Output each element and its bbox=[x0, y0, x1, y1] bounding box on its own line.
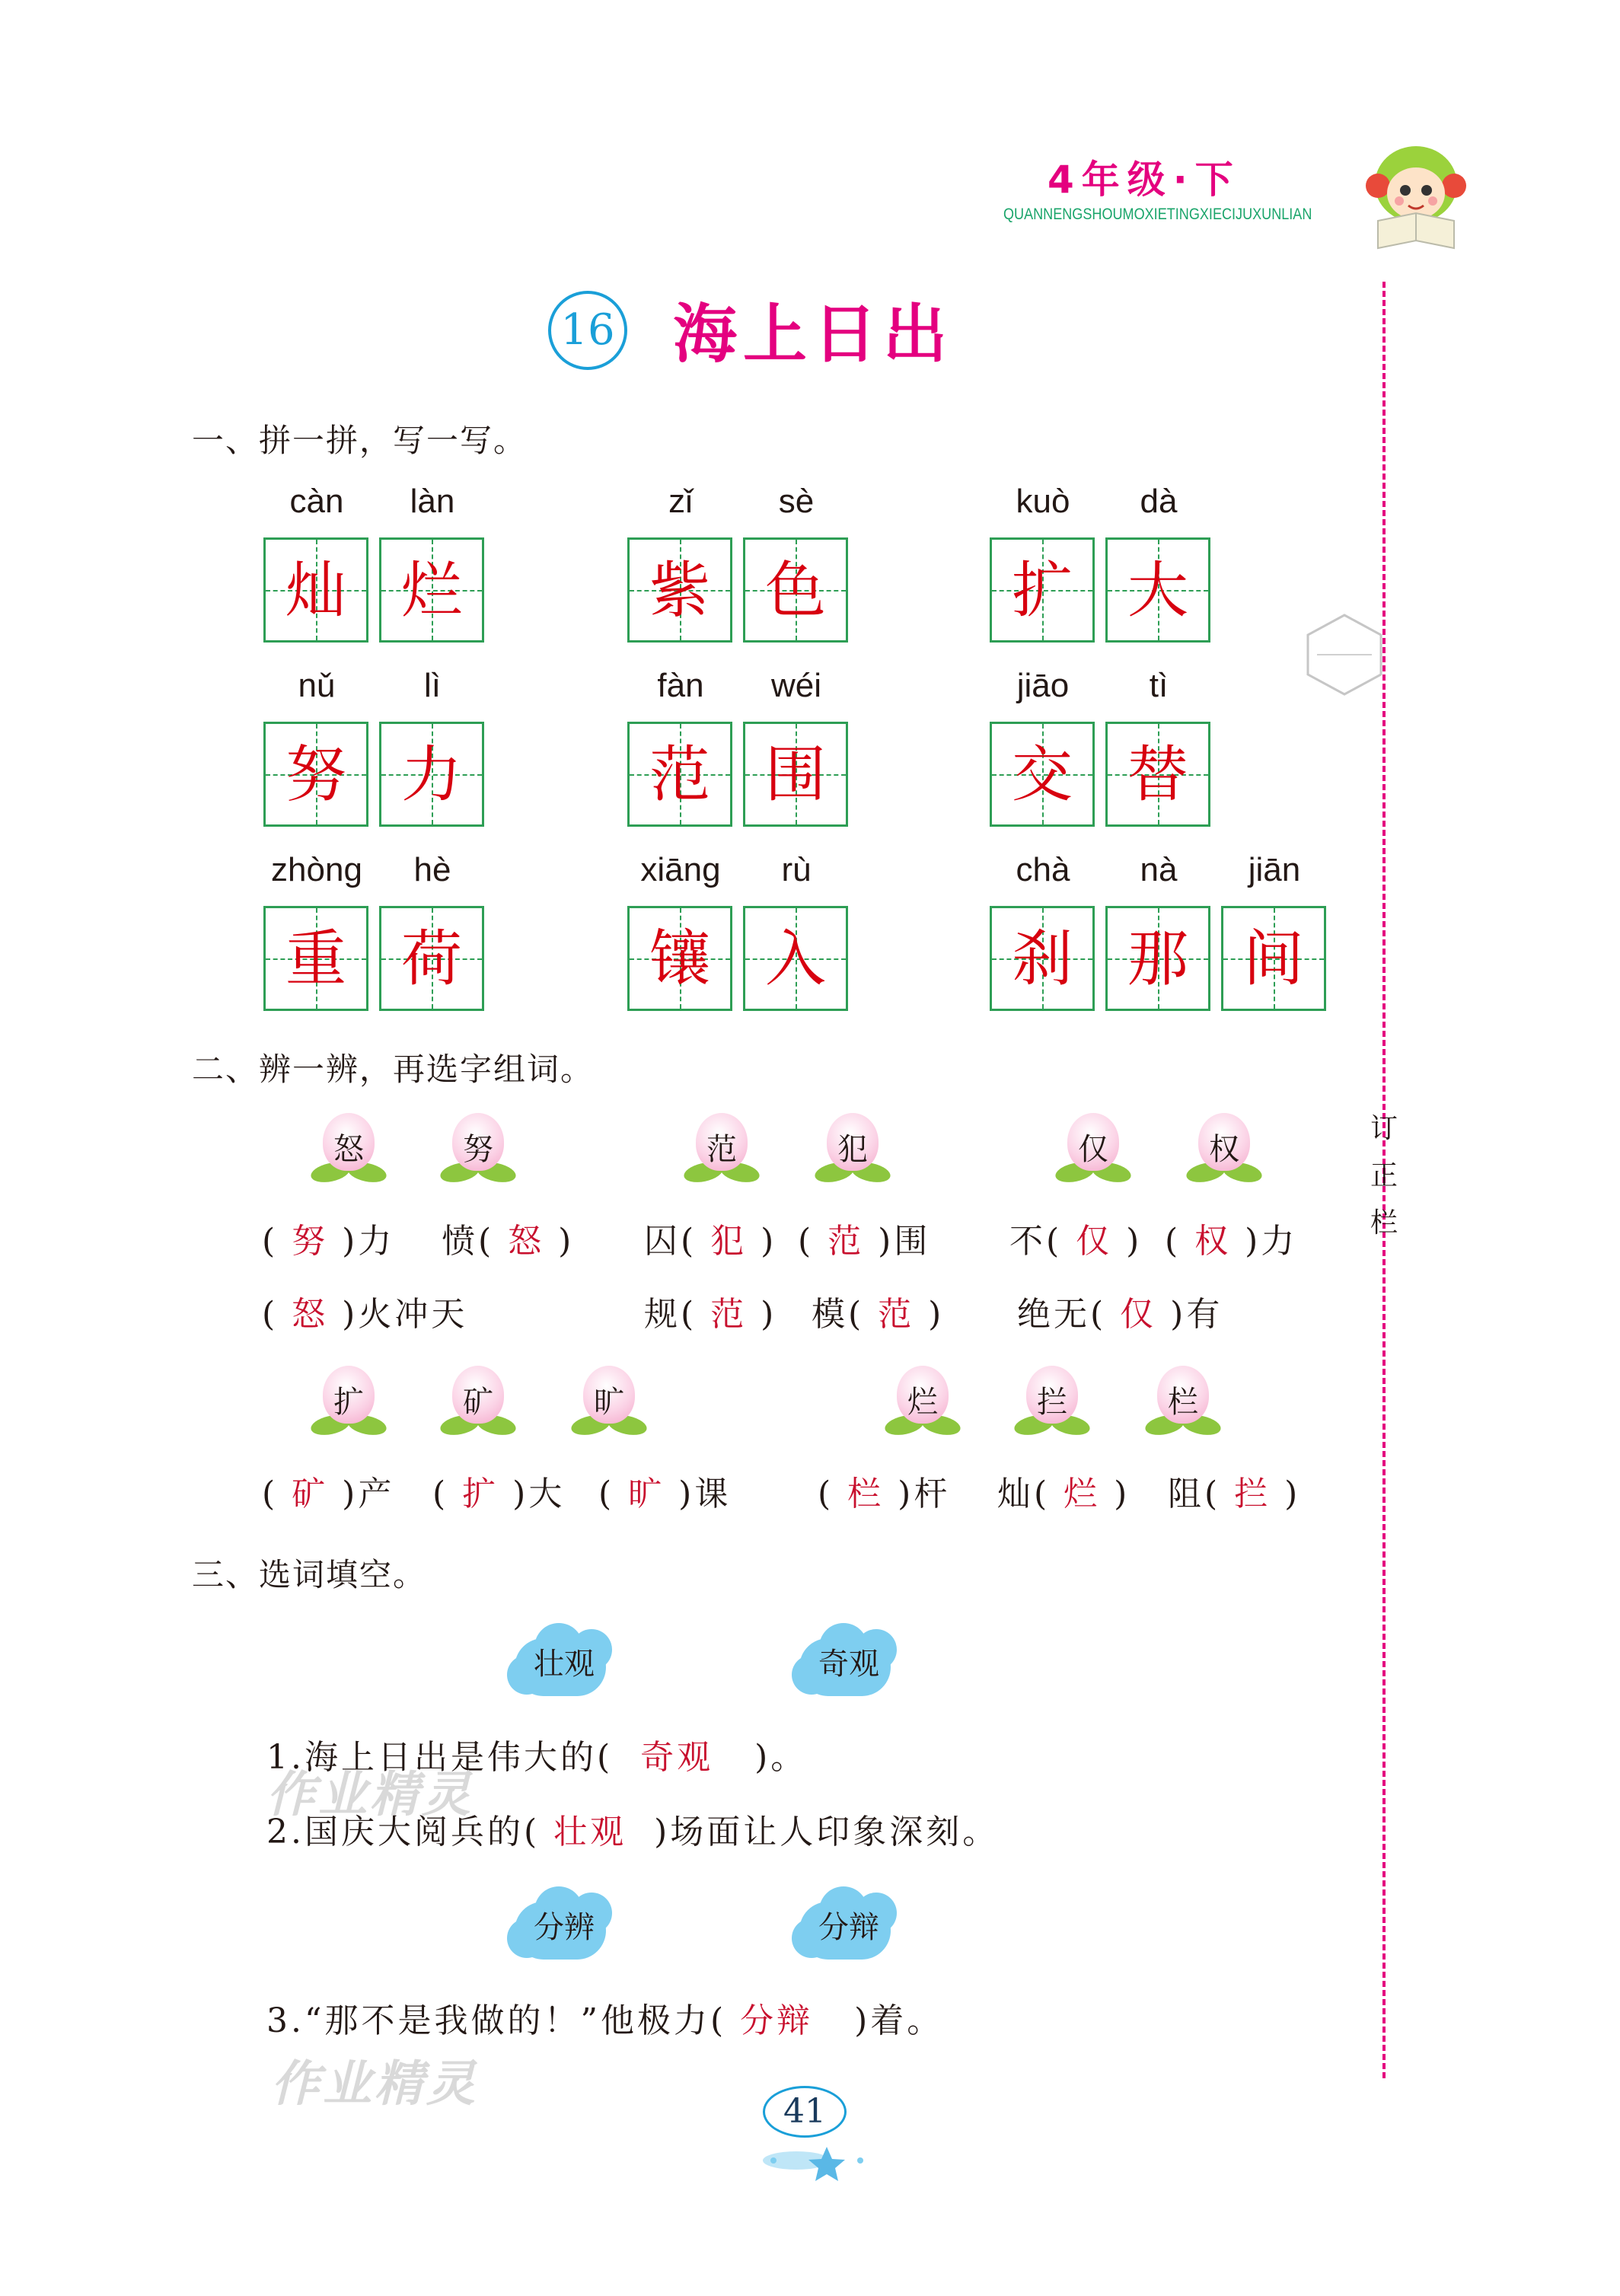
answer-text[interactable]: 扩 bbox=[462, 1475, 499, 1513]
answer-character: 荷 bbox=[401, 923, 462, 994]
answer-text[interactable]: 范 bbox=[828, 1222, 865, 1261]
pinyin-label: tì bbox=[1149, 667, 1169, 704]
fill-blank-item: 囚( 犯 ) bbox=[644, 1222, 777, 1261]
answer-character: 刹 bbox=[1012, 923, 1073, 994]
pinyin-label: nǔ bbox=[298, 667, 336, 704]
writing-box[interactable] bbox=[743, 722, 848, 827]
pinyin-label: làn bbox=[410, 483, 455, 520]
watermark-text: 作业精灵 bbox=[266, 1767, 474, 1823]
pinyin-label: chà bbox=[1016, 851, 1070, 888]
watermark-text: 作业精灵 bbox=[271, 2056, 478, 2113]
section-heading: 三、选词填空。 bbox=[192, 1556, 427, 1593]
fill-blank-item: 阻( 拦 ) bbox=[1168, 1475, 1301, 1513]
answer-character: 重 bbox=[285, 923, 346, 994]
answer-text[interactable]: 矿 bbox=[292, 1475, 329, 1513]
answer-character: 入 bbox=[765, 923, 826, 994]
page-number: 41 bbox=[763, 2086, 847, 2138]
peach-option: 烂 bbox=[879, 1366, 967, 1442]
pinyin-label: nà bbox=[1140, 851, 1178, 888]
word-cloud-option: 分辨 bbox=[507, 1880, 621, 1964]
writing-box[interactable] bbox=[263, 722, 368, 827]
peach-option: 扩 bbox=[305, 1366, 393, 1442]
writing-box[interactable] bbox=[627, 537, 732, 643]
answer-character: 那 bbox=[1127, 923, 1188, 994]
peach-option: 仅 bbox=[1049, 1113, 1137, 1189]
answer-text[interactable]: 分辩 bbox=[740, 2001, 814, 2040]
fill-blank-item: 规( 范 ) bbox=[644, 1295, 777, 1334]
fill-blank-item: ( 怒 )火冲天 bbox=[262, 1295, 468, 1334]
fill-blank-item: 灿( 烂 ) bbox=[997, 1475, 1130, 1513]
writing-box[interactable] bbox=[263, 537, 368, 643]
answer-text[interactable]: 仅 bbox=[1120, 1295, 1157, 1334]
peach-option: 努 bbox=[434, 1113, 522, 1189]
peach-option: 犯 bbox=[808, 1113, 897, 1189]
writing-box[interactable] bbox=[743, 537, 848, 643]
writing-box[interactable] bbox=[379, 906, 484, 1011]
fill-blank-item: ( 努 )力 bbox=[262, 1222, 395, 1261]
pinyin-label: rù bbox=[781, 851, 812, 888]
question-2: 2.国庆大阅兵的( 壮观 )场面让人印象深刻。 bbox=[266, 1813, 1000, 1851]
word-cloud-option: 分辩 bbox=[792, 1880, 906, 1964]
lesson-title: 海上日出 bbox=[673, 297, 954, 372]
writing-box[interactable] bbox=[627, 722, 732, 827]
answer-text[interactable]: 旷 bbox=[628, 1475, 665, 1513]
writing-box[interactable] bbox=[627, 906, 732, 1011]
pinyin-label: zǐ bbox=[668, 483, 693, 520]
lesson-number: 16 bbox=[548, 291, 627, 370]
answer-text[interactable]: 权 bbox=[1194, 1222, 1232, 1261]
answer-text[interactable]: 拦 bbox=[1234, 1475, 1271, 1513]
question-1: 1.海上日出是伟大的( 奇观 )。 bbox=[266, 1738, 808, 1777]
fill-blank-item: 不( 仅 ) bbox=[1009, 1222, 1143, 1261]
answer-text[interactable]: 壮观 bbox=[553, 1813, 627, 1851]
answer-character: 范 bbox=[649, 739, 710, 810]
answer-text[interactable]: 努 bbox=[292, 1222, 329, 1261]
fill-blank-item: ( 矿 )产 bbox=[262, 1475, 395, 1513]
writing-box[interactable] bbox=[990, 537, 1095, 643]
answer-character: 大 bbox=[1127, 555, 1188, 626]
word-cloud-option: 壮观 bbox=[507, 1617, 621, 1701]
peach-option: 怒 bbox=[305, 1113, 393, 1189]
section-heading: 二、辨一辨，再选字组词。 bbox=[192, 1051, 595, 1088]
fill-blank-item: ( 范 )围 bbox=[798, 1222, 931, 1261]
answer-character: 色 bbox=[765, 555, 826, 626]
writing-box[interactable] bbox=[1221, 906, 1326, 1011]
pinyin-label: zhòng bbox=[271, 851, 362, 888]
peach-option: 矿 bbox=[434, 1366, 522, 1442]
answer-text[interactable]: 奇观 bbox=[640, 1738, 714, 1777]
answer-text[interactable]: 范 bbox=[710, 1295, 748, 1334]
pinyin-label: sè bbox=[778, 483, 815, 520]
answer-character: 灿 bbox=[285, 555, 346, 626]
peach-option: 权 bbox=[1180, 1113, 1268, 1189]
answer-character: 力 bbox=[401, 739, 462, 810]
fill-blank-item: 模( 范 ) bbox=[812, 1295, 945, 1334]
mascot-reading-icon bbox=[1363, 137, 1469, 250]
answer-text[interactable]: 范 bbox=[878, 1295, 915, 1334]
answer-text[interactable]: 犯 bbox=[710, 1222, 748, 1261]
correction-column-label: 订 正 栏 bbox=[1370, 1113, 1398, 1239]
peach-option: 旷 bbox=[565, 1366, 653, 1442]
writing-box[interactable] bbox=[379, 537, 484, 643]
pinyin-label: fàn bbox=[657, 667, 704, 704]
answer-character: 交 bbox=[1012, 739, 1073, 810]
answer-text[interactable]: 仅 bbox=[1076, 1222, 1113, 1261]
answer-text[interactable]: 栏 bbox=[847, 1475, 885, 1513]
pinyin-label: kuò bbox=[1016, 483, 1070, 520]
peach-option: 范 bbox=[678, 1113, 766, 1189]
answer-text[interactable]: 怒 bbox=[508, 1222, 545, 1261]
writing-box[interactable] bbox=[1105, 906, 1210, 1011]
answer-text[interactable]: 怒 bbox=[292, 1295, 329, 1334]
writing-box[interactable] bbox=[263, 906, 368, 1011]
pinyin-label: càn bbox=[289, 483, 344, 520]
answer-character: 围 bbox=[765, 739, 826, 810]
pinyin-label: xiāng bbox=[640, 851, 721, 888]
fill-blank-item: ( 栏 )杆 bbox=[818, 1475, 951, 1513]
writing-box[interactable] bbox=[379, 722, 484, 827]
fill-blank-item: ( 扩 )大 bbox=[432, 1475, 566, 1513]
writing-box[interactable] bbox=[1105, 537, 1210, 643]
question-3: 3.“那不是我做的！”他极力( 分辩 )着。 bbox=[266, 2001, 944, 2040]
fill-blank-item: ( 旷 )课 bbox=[598, 1475, 732, 1513]
pinyin-label: hè bbox=[413, 851, 451, 888]
word-cloud-option: 奇观 bbox=[792, 1617, 906, 1701]
stamp-icon bbox=[1299, 609, 1390, 700]
grade-label: 4年级·下 bbox=[1048, 158, 1241, 202]
section-heading: 一、拼一拼，写一写。 bbox=[192, 422, 528, 459]
answer-character: 替 bbox=[1127, 739, 1188, 810]
answer-character: 烂 bbox=[401, 555, 462, 626]
star-decoration-icon bbox=[754, 2141, 875, 2194]
answer-character: 扩 bbox=[1012, 555, 1073, 626]
fill-blank-item: 愤( 怒 ) bbox=[442, 1222, 575, 1261]
answer-character: 间 bbox=[1243, 923, 1304, 994]
pinyin-label: lì bbox=[424, 667, 441, 704]
writing-box[interactable] bbox=[990, 906, 1095, 1011]
answer-character: 紫 bbox=[649, 555, 710, 626]
fill-blank-item: 绝无( 仅 )有 bbox=[1017, 1295, 1223, 1334]
pinyin-label: wéi bbox=[770, 667, 822, 704]
peach-option: 拦 bbox=[1008, 1366, 1096, 1442]
writing-box[interactable] bbox=[1105, 722, 1210, 827]
answer-text[interactable]: 烂 bbox=[1064, 1475, 1101, 1513]
pinyin-label: jiāo bbox=[1016, 667, 1070, 704]
peach-option: 栏 bbox=[1139, 1366, 1227, 1442]
answer-character: 努 bbox=[285, 739, 346, 810]
pinyin-label: jiān bbox=[1248, 851, 1301, 888]
fill-blank-item: ( 权 )力 bbox=[1165, 1222, 1298, 1261]
pinyin-label: dà bbox=[1140, 483, 1178, 520]
writing-box[interactable] bbox=[743, 906, 848, 1011]
series-label: QUANNENGSHOUMOXIETINGXIECIJUXUNLIAN bbox=[1003, 206, 1312, 223]
answer-character: 镶 bbox=[649, 923, 710, 994]
writing-box[interactable] bbox=[990, 722, 1095, 827]
